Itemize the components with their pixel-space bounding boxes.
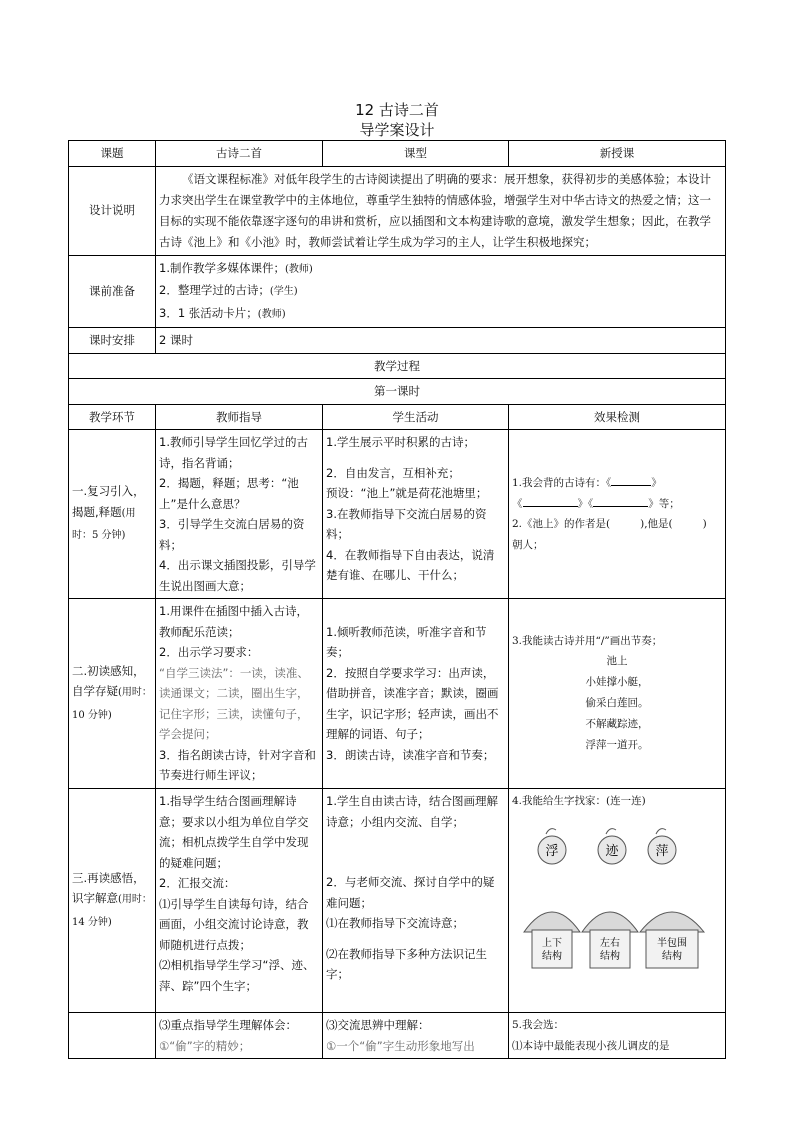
- type-value: 新授课: [509, 141, 726, 167]
- apple-char-1: [538, 828, 566, 863]
- teacher-cell: 1.教师引导学生回忆学过的古诗，指名背诵； 2．揭题，释题；思考：“池上”是什么意思？ 3．引导学生交流白居易的资料； 4．出示课文插图投影，引导学生说出图画大意；: [156, 430, 323, 599]
- svg-text:上下结构: 上下结构: [542, 937, 562, 962]
- stage-cell: 二.初读感知，自学存疑(用时：10 分钟): [69, 599, 156, 789]
- col-header-stage: 教学环节: [69, 404, 156, 430]
- svg-text:左右结构: 左右结构: [600, 937, 620, 962]
- info-row-prep: [69, 255, 726, 328]
- section-second-reading: [69, 789, 726, 1013]
- student-cell: 1.学生自由读古诗，结合图画理解诗意；小组内交流、自学； 2．与老师交流、探讨自学中的疑难问题； ⑴在教师指导下交流诗意； ⑵在教师指导下多种方法识记生字；: [323, 789, 509, 1013]
- house-3: [640, 912, 704, 968]
- prep-list: [156, 255, 726, 328]
- document-subtitle: 导学案设计: [359, 121, 435, 139]
- svg-text:迹: 迹: [605, 843, 619, 859]
- prep-item: 3．1 张活动卡片；(教师): [159, 305, 286, 320]
- col-header-teacher: 教师指导: [156, 404, 323, 430]
- house-1: [524, 912, 580, 968]
- document-title: 12 古诗二首: [355, 101, 439, 119]
- svg-text:浮: 浮: [545, 843, 559, 859]
- student-cell: 1.学生展示平时积累的古诗； 2．自由发言，互相补充； 预设：“池上”就是荷花池塘里； 3.在教师指导下交流白居易的资料； 4．在教师指导下自由表达，说清楚有谁、在哪儿、干什么；: [323, 430, 509, 599]
- teacher-cell: 1.指导学生结合图画理解诗意；要求以小组为单位自学交流；相机点拨学生自学中发现的疑难问题； 2．汇报交流： ⑴引导学生自读每句诗，结合画面，小组交流讨论诗意，教师随机进行点拨； ⑵相机指导学生学习“浮、迹、萍、踪”四个生字；: [156, 789, 323, 1013]
- column-header-row: [69, 404, 726, 430]
- section-review: [69, 430, 726, 599]
- stage-cell: 一.复习引入，揭题,释题(用时：5 分钟): [69, 430, 156, 599]
- info-row-hours: [69, 328, 726, 354]
- section-continued: [69, 1013, 726, 1059]
- label-hours: 课时安排: [69, 328, 156, 354]
- label-prep: 课前准备: [69, 255, 156, 328]
- character-house-matching-picture: [512, 812, 722, 982]
- hours-value: 2 课时: [156, 328, 726, 354]
- lesson-heading: 第一课时: [69, 379, 726, 405]
- label-design: 设计说明: [69, 166, 156, 255]
- info-row-topic: [69, 141, 726, 167]
- student-cell: 1.倾听教师范读，听准字音和节奏； 2．按照自学要求学习：出声读，借助拼音，读准字音；默读，圈画生字，识记字形；轻声读，画出不理解的词语、句子； 3．朗读古诗，读准字音和节奏；: [323, 599, 509, 789]
- col-header-check: 效果检测: [509, 404, 726, 430]
- process-heading: 教学过程: [69, 353, 726, 379]
- check-cell: 5.我会选： ⑴本诗中最能表现小孩儿调皮的是: [509, 1013, 726, 1059]
- teacher-cell: 1.用课件在插图中插入古诗，教师配乐范读； 2．出示学习要求： “自学三读法”：一读，读准、读通课文；二读，圈出生字，记住字形；三读，读懂句子，学会提问； 3．指名朗读古诗，针对字音和节奏进行师生评议；: [156, 599, 323, 789]
- svg-text:半包围结构: 半包围结构: [657, 937, 687, 962]
- topic-value: 古诗二首: [156, 141, 323, 167]
- teacher-cell: ⑶重点指导学生理解体会： ①“偷”字的精妙；: [156, 1013, 323, 1059]
- section-first-reading: [69, 599, 726, 789]
- stage-cell: 三.再读感悟，识字解意(用时：14 分钟): [69, 789, 156, 1013]
- poem: 池上 小娃撑小艇， 偷采白莲回。 不解藏踪迹， 浮萍一道开。: [585, 655, 649, 752]
- info-row-design: [69, 166, 726, 255]
- stage-cell: [69, 1013, 156, 1059]
- col-header-student: 学生活动: [323, 404, 509, 430]
- label-topic: 课题: [69, 141, 156, 167]
- prep-item: 2．整理学过的古诗；(学生): [159, 283, 298, 297]
- lesson-plan-table: [68, 140, 726, 1059]
- check-cell: 4.我能给生字找家：(连一连) 浮 迹 萍 上下结构 左右结构 半包围结构: [509, 789, 726, 1013]
- design-text: 《语文课程标准》对低年段学生的古诗阅读提出了明确的要求：展开想象，获得初步的美感体验；本设计力求突出学生在课堂教学中的主体地位，尊重学生独特的情感体验，增强学生对中华古诗文的热爱之情；这一目标的实现不能依靠逐字逐句的串讲和赏析，应以插图和文本构建诗歌的意境，激发学生想象；因此，在教学古诗《池上》和《小池》时，教师尝试着让学生成为学习的主人，让学生积极地探究；: [156, 166, 726, 255]
- svg-text:萍: 萍: [655, 843, 669, 859]
- prep-item: 1.制作教学多媒体课件；(教师): [159, 260, 313, 275]
- apple-char-2: [598, 828, 626, 863]
- check-cell: 3.我能读古诗并用“/”画出节奏； 池上 小娃撑小艇， 偷采白莲回。 不解藏踪迹， 浮萍一道开。: [509, 599, 726, 789]
- house-2: [582, 912, 638, 968]
- apple-char-3: [648, 828, 676, 863]
- label-type: 课型: [323, 141, 509, 167]
- student-cell: ⑶交流思辨中理解： ①一个“偷”字生动形象地写出: [323, 1013, 509, 1059]
- lesson-row: [69, 379, 726, 405]
- check-cell: 1.我会背的古诗有：《 》 《 》《 》等； 2.《池上》的作者是( ),他是( ) 朝人；: [509, 430, 726, 599]
- process-heading-row: [69, 353, 726, 379]
